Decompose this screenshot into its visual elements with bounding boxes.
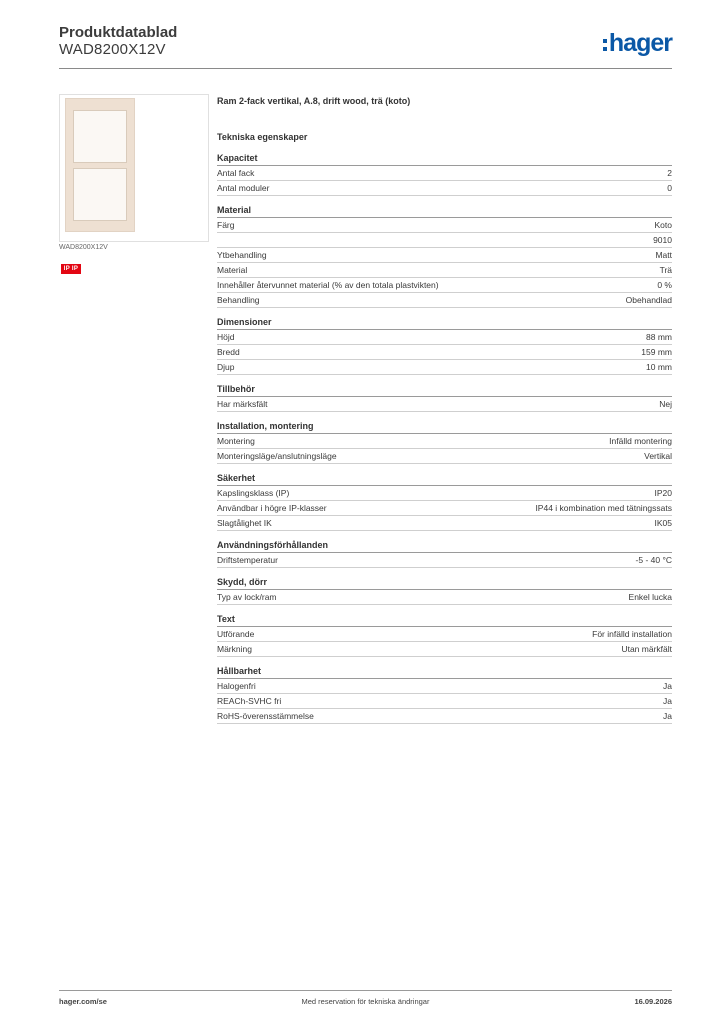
spec-label: Utförande <box>217 629 255 639</box>
product-code: WAD8200X12V <box>59 41 166 58</box>
spec-label: Innehåller återvunnet material (% av den totala plastvikten) <box>217 280 439 290</box>
spec-row <box>217 486 672 501</box>
spec-row <box>217 218 672 233</box>
hager-logo <box>603 30 672 56</box>
spec-row <box>217 679 672 694</box>
spec-section <box>217 538 672 568</box>
frame-opening-top <box>73 110 127 163</box>
spec-sections <box>217 151 672 724</box>
spec-value: IK05 <box>654 518 672 528</box>
spec-label: Typ av lock/ram <box>217 592 277 602</box>
product-image <box>59 94 209 242</box>
spec-value: IP20 <box>654 488 672 498</box>
spec-value: Koto <box>654 220 672 230</box>
spec-value: För infälld installation <box>592 629 672 639</box>
spec-value: Ja <box>663 711 672 721</box>
spec-label: Märkning <box>217 644 252 654</box>
section-title: Hållbarhet <box>217 664 672 679</box>
technical-properties-heading: Tekniska egenskaper <box>217 132 308 142</box>
section-title: Skydd, dörr <box>217 575 672 590</box>
spec-section <box>217 664 672 724</box>
spec-label: Behandling <box>217 295 260 305</box>
spec-label: Kapslingsklass (IP) <box>217 488 290 498</box>
spec-row <box>217 181 672 196</box>
footer-disclaimer: Med reservation för tekniska ändringar <box>301 997 430 1006</box>
spec-row <box>217 694 672 709</box>
spec-value: Nej <box>659 399 672 409</box>
spec-row <box>217 345 672 360</box>
spec-row <box>217 501 672 516</box>
spec-label: Material <box>217 265 248 275</box>
spec-section <box>217 419 672 464</box>
document-title: Produktdatablad <box>59 24 178 41</box>
image-caption: WAD8200X12V <box>59 244 108 251</box>
spec-label: Färg <box>217 220 235 230</box>
section-title: Användningsförhållanden <box>217 538 672 553</box>
spec-row <box>217 330 672 345</box>
section-title: Kapacitet <box>217 151 672 166</box>
spec-row <box>217 434 672 449</box>
product-description: Ram 2-fack vertikal, A.8, drift wood, trä (koto) <box>217 96 411 106</box>
spec-value: Utan märkfält <box>621 644 672 654</box>
section-title: Text <box>217 612 672 627</box>
spec-label: RoHS-överensstämmelse <box>217 711 314 721</box>
spec-row <box>217 293 672 308</box>
spec-label: Montering <box>217 436 255 446</box>
section-title: Tillbehör <box>217 382 672 397</box>
spec-value: 2 <box>667 168 672 178</box>
spec-value: Ja <box>663 696 672 706</box>
spec-label: Halogenfri <box>217 681 256 691</box>
spec-label: Slagtålighet IK <box>217 518 272 528</box>
spec-value: Vertikal <box>644 451 672 461</box>
ip-rating-badge-icon: IP IP <box>61 264 81 274</box>
section-title: Material <box>217 203 672 218</box>
spec-value: Trä <box>659 265 672 275</box>
spec-value: Matt <box>655 250 672 260</box>
spec-label: Antal fack <box>217 168 255 178</box>
spec-section <box>217 315 672 375</box>
spec-label: Höjd <box>217 332 235 342</box>
spec-row <box>217 516 672 531</box>
spec-section <box>217 575 672 605</box>
spec-row <box>217 166 672 181</box>
spec-section <box>217 203 672 308</box>
spec-row <box>217 278 672 293</box>
spec-label: Monteringsläge/anslutningsläge <box>217 451 337 461</box>
logo-dots-icon <box>603 39 607 51</box>
spec-row <box>217 449 672 464</box>
spec-label: Driftstemperatur <box>217 555 278 565</box>
spec-row <box>217 553 672 568</box>
spec-row <box>217 590 672 605</box>
logo-text: hager <box>608 29 672 57</box>
spec-label: Djup <box>217 362 235 372</box>
spec-row <box>217 627 672 642</box>
spec-label: Antal moduler <box>217 183 270 193</box>
spec-label: Har märksfält <box>217 399 268 409</box>
spec-value: Ja <box>663 681 672 691</box>
spec-section <box>217 471 672 531</box>
footer-website: hager.com/se <box>59 997 107 1006</box>
spec-row <box>217 397 672 412</box>
spec-row <box>217 709 672 724</box>
spec-row <box>217 642 672 657</box>
frame-illustration <box>65 98 135 232</box>
spec-row <box>217 360 672 375</box>
spec-row <box>217 233 672 248</box>
spec-value: 0 % <box>657 280 672 290</box>
spec-label: REACh-SVHC fri <box>217 696 282 706</box>
spec-value: -5 - 40 °C <box>635 555 672 565</box>
footer-date: 16.09.2026 <box>634 997 672 1006</box>
spec-section <box>217 151 672 196</box>
spec-row <box>217 263 672 278</box>
spec-value: 159 mm <box>641 347 672 357</box>
spec-value: 9010 <box>653 235 672 245</box>
header-divider <box>59 68 672 69</box>
spec-label: Ytbehandling <box>217 250 267 260</box>
spec-value: IP44 i kombination med tätningssats <box>535 503 672 513</box>
spec-value: Obehandlad <box>625 295 672 305</box>
spec-section <box>217 382 672 412</box>
spec-content <box>217 94 672 724</box>
frame-opening-bottom <box>73 168 127 221</box>
spec-label: Användbar i högre IP-klasser <box>217 503 327 513</box>
spec-value: Enkel lucka <box>628 592 672 602</box>
spec-row <box>217 248 672 263</box>
section-title: Säkerhet <box>217 471 672 486</box>
spec-value: 10 mm <box>646 362 672 372</box>
spec-section <box>217 612 672 657</box>
section-title: Installation, montering <box>217 419 672 434</box>
spec-value: 0 <box>667 183 672 193</box>
spec-label: Bredd <box>217 347 240 357</box>
section-title: Dimensioner <box>217 315 672 330</box>
page-footer <box>59 997 672 1009</box>
page-header <box>59 24 672 68</box>
spec-value: Infälld montering <box>609 436 672 446</box>
spec-value: 88 mm <box>646 332 672 342</box>
footer-divider <box>59 990 672 991</box>
